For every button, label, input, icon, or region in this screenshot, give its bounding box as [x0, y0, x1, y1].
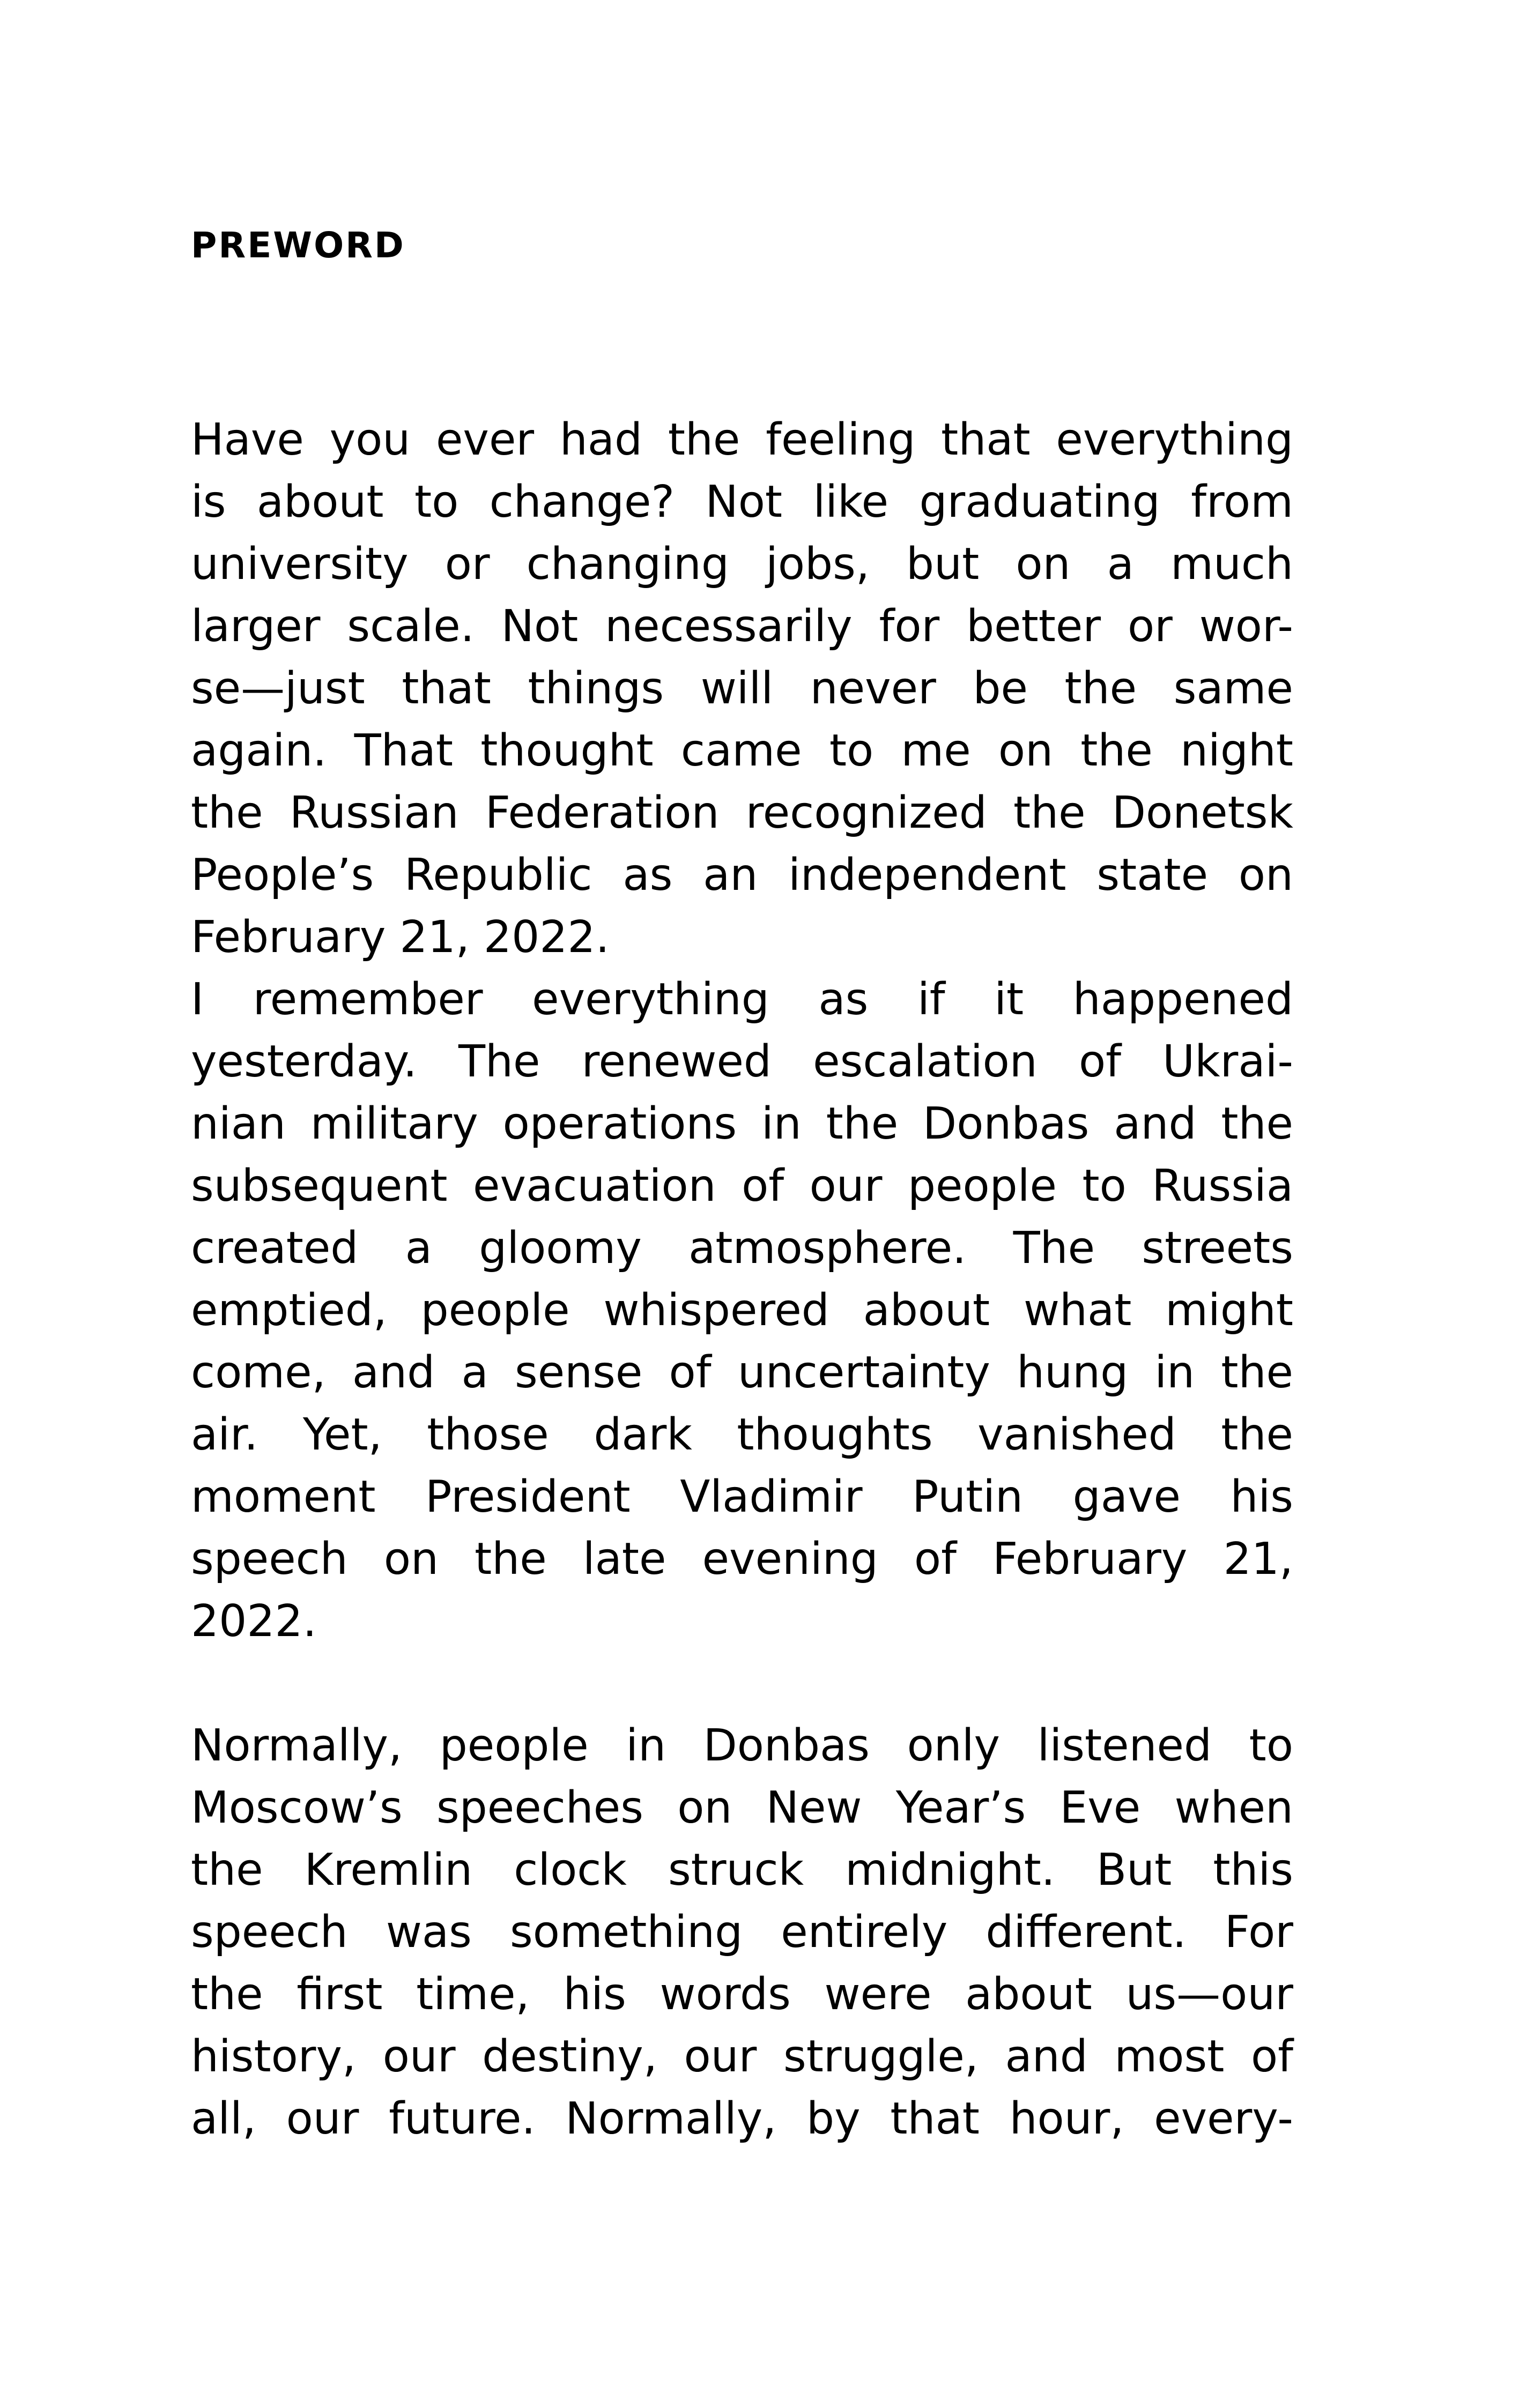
text-line: Normally, people in Donbas only listened to [191, 1720, 1293, 1771]
text-line: I remember everything as if it happened [191, 974, 1293, 1025]
text-line: People’s Republic as an independent state on [191, 850, 1293, 901]
text-line: university or changing jobs, but on a much [191, 539, 1293, 590]
text-line: created a gloomy atmosphere. The streets [191, 1223, 1293, 1274]
text-line: Moscow’s speeches on New Year’s Eve when [191, 1782, 1293, 1833]
text-line: history, our destiny, our struggle, and most of [191, 2031, 1293, 2082]
text-line: the Kremlin clock struck midnight. But this [191, 1845, 1293, 1896]
paragraph-1 [191, 409, 1293, 969]
text-line: subsequent evacuation of our people to Russia [191, 1161, 1293, 1212]
text-line: moment President Vladimir Putin gave his [191, 1471, 1293, 1522]
text-line: is about to change? Not like graduating from [191, 477, 1293, 527]
text-line: speech on the late evening of February 21, [191, 1534, 1293, 1585]
text-line: nian military operations in the Donbas and the [191, 1098, 1293, 1149]
text-line: speech was something entirely different. For [191, 1907, 1293, 1958]
text-line: all, our future. Normally, by that hour, every- [191, 2093, 1293, 2144]
text-line: again. That thought came to me on the night [191, 725, 1293, 776]
text-line: Have you ever had the feeling that everything [191, 414, 1293, 465]
text-line: the first time, his words were about us—our [191, 1969, 1293, 2020]
text-line: se—just that things will never be the same [191, 663, 1293, 714]
text-line: emptied, people whispered about what might [191, 1285, 1293, 1336]
text-line: air. Yet, those dark thoughts vanished the [191, 1409, 1293, 1460]
paragraph-3 [191, 1715, 1293, 2150]
text-line: February 21, 2022. [191, 912, 610, 963]
text-line: larger scale. Not necessarily for better or wor- [191, 601, 1293, 652]
text-line: the Russian Federation recognized the Donetsk [191, 787, 1293, 838]
chapter-heading: PREWORD [191, 225, 405, 266]
text-line: yesterday. The renewed escalation of Ukrai- [191, 1036, 1293, 1087]
paragraph-2 [191, 969, 1293, 1653]
text-line: 2022. [191, 1596, 317, 1647]
text-line: come, and a sense of uncertainty hung in the [191, 1347, 1293, 1398]
